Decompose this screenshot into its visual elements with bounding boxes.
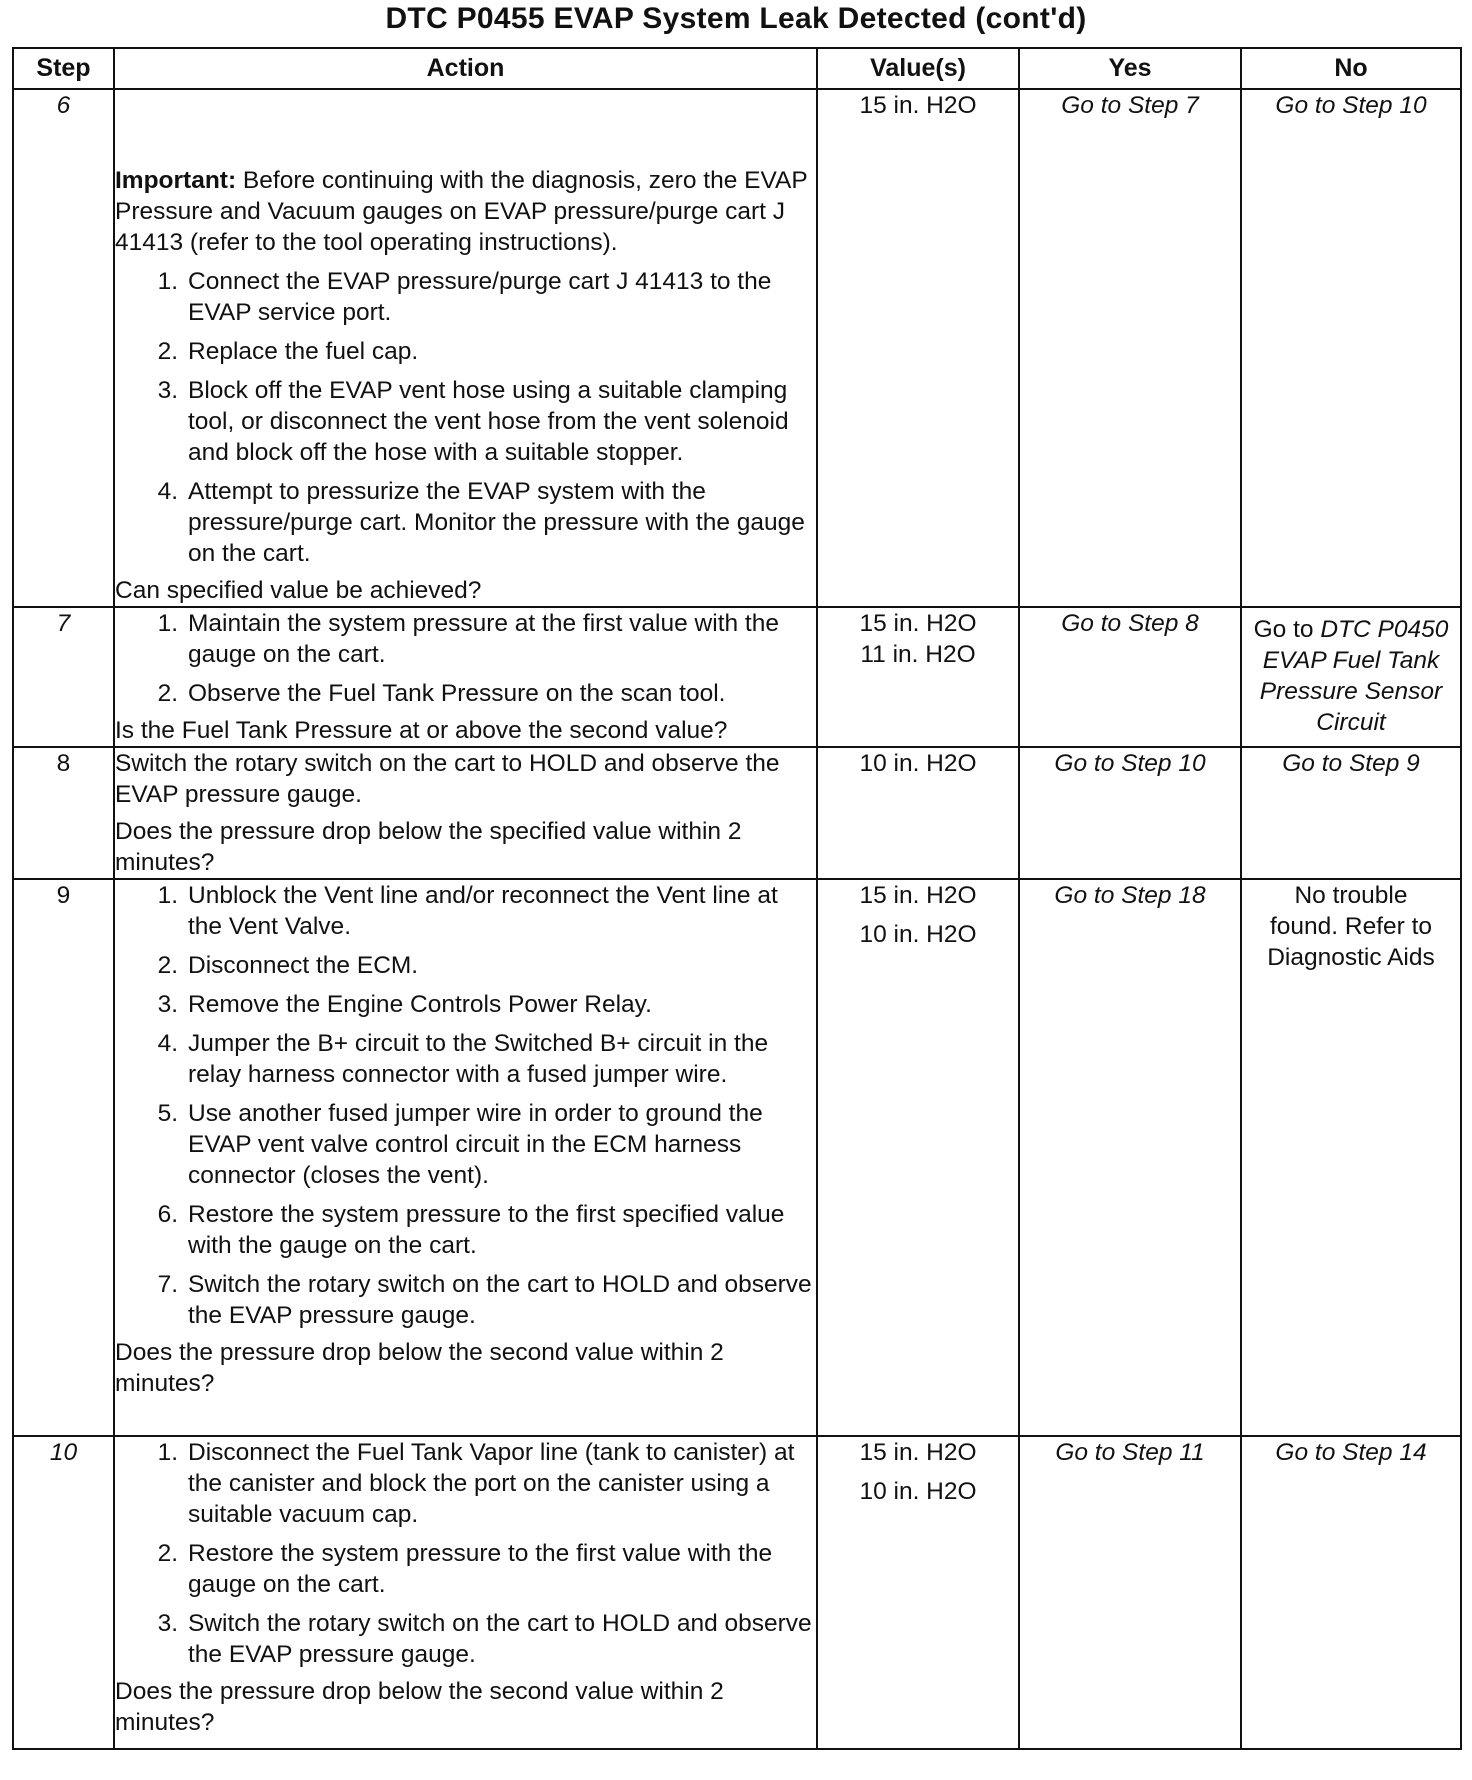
no-result: No trouble found. Refer to Diagnostic Aids xyxy=(1267,882,1435,971)
step-number: 6 xyxy=(13,89,114,607)
yes-result: Go to Step 8 xyxy=(1061,610,1199,637)
list-item: 1. Connect the EVAP pressure/purge cart J 41413 to the EVAP service port. xyxy=(157,268,772,326)
list-item: 3. Remove the Engine Controls Power Relay. xyxy=(157,991,652,1018)
yes-cell xyxy=(1019,879,1241,1436)
yes-cell xyxy=(1019,607,1241,747)
no-cell xyxy=(1241,879,1461,1436)
action-list xyxy=(115,266,816,569)
action-intro: Switch the rotary switch on the cart to HOLD and observe the EVAP pressure gauge. xyxy=(115,750,780,808)
no-cell xyxy=(1241,607,1461,747)
header-step: Step xyxy=(13,48,114,89)
value-cell xyxy=(817,607,1019,747)
list-item: 6. Restore the system pressure to the first specified value with the gauge on the cart. xyxy=(157,1201,785,1259)
table-row-step-7 xyxy=(13,607,1461,747)
list-item: 4. Jumper the B+ circuit to the Switched B+ circuit in the relay harness connector with a fused jumper wire. xyxy=(157,1030,769,1088)
list-item: 5. Use another fused jumper wire in order to ground the EVAP vent valve control circuit in the ECM harness connector (closes the vent). xyxy=(157,1100,763,1189)
action-cell xyxy=(114,747,817,879)
question-text: Does the pressure drop below the second value within 2 minutes? xyxy=(115,1339,724,1397)
header-values: Value(s) xyxy=(817,48,1019,89)
no-result: Go to Step 9 xyxy=(1282,750,1420,777)
question-text: Does the pressure drop below the second value within 2 minutes? xyxy=(115,1678,724,1736)
list-item: 1. Unblock the Vent line and/or reconnect the Vent line at the Vent Valve. xyxy=(157,882,778,940)
spec-value: 10 in. H2O xyxy=(859,1478,977,1505)
table-row-step-9 xyxy=(13,879,1461,1436)
step-number: 9 xyxy=(13,879,114,1436)
question-text: Can specified value be achieved? xyxy=(115,577,482,604)
action-list xyxy=(115,880,816,1331)
table-row-step-6 xyxy=(13,89,1461,607)
no-cell xyxy=(1241,1436,1461,1749)
yes-cell xyxy=(1019,1436,1241,1749)
spec-value: 15 in. H2O xyxy=(859,610,977,637)
list-item: 3. Block off the EVAP vent hose using a suitable clamping tool, or disconnect the vent hose from the vent solenoid and block off the hose with a suitable stopper. xyxy=(157,377,789,466)
no-result: Go to Step 14 xyxy=(1275,1439,1427,1466)
question-text: Is the Fuel Tank Pressure at or above the second value? xyxy=(115,717,728,744)
yes-result: Go to Step 7 xyxy=(1061,92,1199,119)
list-item: 2. Disconnect the ECM. xyxy=(157,952,419,979)
action-cell xyxy=(114,879,817,1436)
spec-value: 15 in. H2O xyxy=(859,92,977,119)
yes-result: Go to Step 11 xyxy=(1055,1439,1205,1466)
action-list xyxy=(115,608,816,709)
value-cell xyxy=(817,747,1019,879)
value-cell xyxy=(817,89,1019,607)
value-cell xyxy=(817,1436,1019,1749)
important-text: Before continuing with the diagnosis, zero the EVAP Pressure and Vacuum gauges on EVAP pressure/purge cart J 41413 (refer to the tool operating instructions). xyxy=(115,167,808,256)
yes-result: Go to Step 10 xyxy=(1054,750,1206,777)
question-text: Does the pressure drop below the specified value within 2 minutes? xyxy=(115,818,742,876)
list-item: 4. Attempt to pressurize the EVAP system with the pressure/purge cart. Monitor the pressure with the gauge on the cart. xyxy=(157,478,805,567)
header-row xyxy=(13,48,1461,89)
spec-value: 10 in. H2O xyxy=(859,921,977,948)
no-result-prefix: Go to xyxy=(1253,616,1321,643)
spec-value: 15 in. H2O xyxy=(859,1439,977,1466)
table-row-step-8 xyxy=(13,747,1461,879)
list-item: 1. Maintain the system pressure at the first value with the gauge on the cart. xyxy=(157,610,779,668)
spec-value: 15 in. H2O xyxy=(859,882,977,909)
action-cell xyxy=(114,607,817,747)
important-label: Important: xyxy=(115,167,237,194)
step-number: 7 xyxy=(13,607,114,747)
action-cell xyxy=(114,1436,817,1749)
header-no: No xyxy=(1241,48,1461,89)
list-item: 2. Restore the system pressure to the first value with the gauge on the cart. xyxy=(157,1540,773,1598)
no-result-reference: DTC P0450 EVAP Fuel Tank Pressure Sensor Circuit xyxy=(1259,616,1449,736)
action-cell xyxy=(114,89,817,607)
list-item: 2. Replace the fuel cap. xyxy=(157,338,419,365)
action-list xyxy=(115,1437,816,1670)
yes-cell xyxy=(1019,89,1241,607)
no-cell xyxy=(1241,89,1461,607)
header-yes: Yes xyxy=(1019,48,1241,89)
list-item: 3. Switch the rotary switch on the cart to HOLD and observe the EVAP pressure gauge. xyxy=(157,1610,812,1668)
step-number: 10 xyxy=(13,1436,114,1749)
list-item: 1. Disconnect the Fuel Tank Vapor line (tank to canister) at the canister and block the port on the canister using a suitable vacuum cap. xyxy=(157,1439,795,1528)
yes-cell xyxy=(1019,747,1241,879)
yes-result: Go to Step 18 xyxy=(1054,882,1206,909)
table-row-step-10 xyxy=(13,1436,1461,1749)
no-cell xyxy=(1241,747,1461,879)
step-number: 8 xyxy=(13,747,114,879)
header-action: Action xyxy=(114,48,817,89)
important-note xyxy=(115,165,816,258)
diagnostic-table xyxy=(12,47,1462,1750)
no-result: Go to Step 10 xyxy=(1275,92,1427,119)
list-item: 7. Switch the rotary switch on the cart to HOLD and observe the EVAP pressure gauge. xyxy=(157,1271,812,1329)
list-item: 2. Observe the Fuel Tank Pressure on the scan tool. xyxy=(157,680,726,707)
spec-value: 11 in. H2O xyxy=(860,641,976,668)
spec-value: 10 in. H2O xyxy=(859,750,977,777)
page-title: DTC P0455 EVAP System Leak Detected (cont'd) xyxy=(385,2,1087,35)
value-cell xyxy=(817,879,1019,1436)
